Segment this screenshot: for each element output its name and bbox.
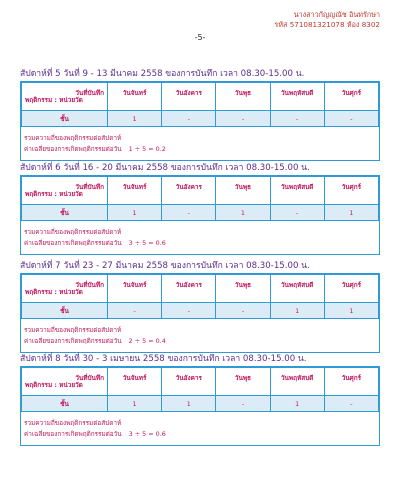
average-line xyxy=(24,429,376,440)
week-table-box xyxy=(20,366,380,446)
table-header-row xyxy=(22,83,379,111)
header-corner-cell xyxy=(22,368,108,396)
average-line xyxy=(24,144,376,155)
frequency-cell: - xyxy=(162,111,216,127)
total-frequency-label: รวมความถี่ของพฤติกรรมต่อสัปดาห์ xyxy=(24,228,122,236)
frequency-cell: 1 xyxy=(108,205,162,221)
week-table xyxy=(21,274,379,319)
week-summary xyxy=(21,319,379,352)
frequency-cell: 1 xyxy=(216,205,270,221)
header-corner-cell xyxy=(22,275,108,303)
day-header: วันพุธ xyxy=(216,83,270,111)
unit-cell: ชั้น xyxy=(22,396,108,412)
week-table xyxy=(21,367,379,412)
page-number: -5- xyxy=(194,33,206,42)
total-frequency-label: รวมความถี่ของพฤติกรรมต่อสัปดาห์ xyxy=(24,134,122,142)
average-label: ค่าเฉลี่ยของการเกิดพฤติกรรมต่อวัน xyxy=(24,145,122,153)
frequency-cell: - xyxy=(270,111,324,127)
frequency-cell: - xyxy=(162,303,216,319)
day-header: วันศุกร์ xyxy=(324,177,378,205)
author-info: รหัส 571081321078 ห้อง 8302 xyxy=(274,20,380,29)
total-frequency-label: รวมความถี่ของพฤติกรรมต่อสัปดาห์ xyxy=(24,326,122,334)
average-label: ค่าเฉลี่ยของการเกิดพฤติกรรมต่อวัน xyxy=(24,430,122,438)
week-title: สัปดาห์ที่ 7 วันที่ 23 - 27 มีนาคม 2558 ของการบันทึก เวลา 08.30-15.00 น. xyxy=(20,261,310,271)
day-header: วันอังคาร xyxy=(162,368,216,396)
day-header: วันศุกร์ xyxy=(324,275,378,303)
week-table xyxy=(21,176,379,221)
table-row xyxy=(22,111,379,127)
day-header: วันจันทร์ xyxy=(108,177,162,205)
record-day-label: วันที่บันทึก xyxy=(75,374,104,382)
table-header-row xyxy=(22,275,379,303)
frequency-cell: - xyxy=(162,205,216,221)
day-header: วันพุธ xyxy=(216,368,270,396)
behavior-label: พฤติกรรม : หน่วยวัด xyxy=(25,288,83,296)
record-day-label: วันที่บันทึก xyxy=(75,89,104,97)
frequency-cell: - xyxy=(324,396,378,412)
behavior-label: พฤติกรรม : หน่วยวัด xyxy=(25,96,83,104)
frequency-cell: - xyxy=(216,111,270,127)
frequency-cell: 1 xyxy=(162,396,216,412)
week-section xyxy=(20,162,380,255)
week-title: สัปดาห์ที่ 8 วันที่ 30 - 3 เมษายน 2558 ของการบันทึก เวลา 08.30-15.00 น. xyxy=(20,354,307,364)
day-header: วันพฤหัสบดี xyxy=(270,83,324,111)
frequency-cell: 1 xyxy=(324,303,378,319)
week-table-box xyxy=(20,175,380,255)
average-formula: 1 ÷ 5 = 0.2 xyxy=(128,145,166,153)
table-header-row xyxy=(22,368,379,396)
unit-cell: ชั้น xyxy=(22,205,108,221)
day-header: วันพฤหัสบดี xyxy=(270,275,324,303)
day-header: วันศุกร์ xyxy=(324,83,378,111)
behavior-label: พฤติกรรม : หน่วยวัด xyxy=(25,381,83,389)
day-header: วันพุธ xyxy=(216,275,270,303)
frequency-cell: - xyxy=(108,303,162,319)
week-table-box xyxy=(20,81,380,161)
week-summary xyxy=(21,221,379,254)
average-line xyxy=(24,336,376,347)
day-header: วันจันทร์ xyxy=(108,275,162,303)
frequency-cell: 1 xyxy=(270,396,324,412)
week-title: สัปดาห์ที่ 5 วันที่ 9 - 13 มีนาคม 2558 ของการบันทึก เวลา 08.30-15.00 น. xyxy=(20,69,305,79)
day-header: วันจันทร์ xyxy=(108,83,162,111)
day-header: วันพุธ xyxy=(216,177,270,205)
week-section xyxy=(20,260,380,353)
week-table xyxy=(21,82,379,127)
average-formula: 3 ÷ 5 = 0.6 xyxy=(128,430,166,438)
header-corner-cell xyxy=(22,83,108,111)
header-corner-cell xyxy=(22,177,108,205)
day-header: วันอังคาร xyxy=(162,275,216,303)
day-header: วันพฤหัสบดี xyxy=(270,177,324,205)
day-header: วันจันทร์ xyxy=(108,368,162,396)
frequency-cell: 1 xyxy=(108,111,162,127)
frequency-cell: - xyxy=(216,396,270,412)
day-header: วันศุกร์ xyxy=(324,368,378,396)
average-line xyxy=(24,238,376,249)
author-name: นางสาวกัญญณัช อินทรักษา xyxy=(293,10,380,19)
week-table-box xyxy=(20,273,380,353)
average-label: ค่าเฉลี่ยของการเกิดพฤติกรรมต่อวัน xyxy=(24,337,122,345)
average-formula: 2 ÷ 5 = 0.4 xyxy=(128,337,166,345)
day-header: วันอังคาร xyxy=(162,83,216,111)
day-header: วันพฤหัสบดี xyxy=(270,368,324,396)
average-label: ค่าเฉลี่ยของการเกิดพฤติกรรมต่อวัน xyxy=(24,239,122,247)
author-block xyxy=(274,10,380,30)
frequency-cell: 1 xyxy=(108,396,162,412)
frequency-cell: - xyxy=(270,205,324,221)
week-section xyxy=(20,353,380,446)
week-section xyxy=(20,68,380,161)
frequency-cell: 1 xyxy=(270,303,324,319)
table-row xyxy=(22,303,379,319)
week-title: สัปดาห์ที่ 6 วันที่ 16 - 20 มีนาคม 2558 ของการบันทึก เวลา 08.30-15.00 น. xyxy=(20,163,310,173)
behavior-label: พฤติกรรม : หน่วยวัด xyxy=(25,190,83,198)
record-day-label: วันที่บันทึก xyxy=(75,281,104,289)
table-row xyxy=(22,396,379,412)
unit-cell: ชั้น xyxy=(22,303,108,319)
frequency-cell: 1 xyxy=(324,205,378,221)
week-summary xyxy=(21,412,379,445)
record-day-label: วันที่บันทึก xyxy=(75,183,104,191)
day-header: วันอังคาร xyxy=(162,177,216,205)
frequency-cell: - xyxy=(324,111,378,127)
average-formula: 3 ÷ 5 = 0.6 xyxy=(128,239,166,247)
unit-cell: ชั้น xyxy=(22,111,108,127)
frequency-cell: - xyxy=(216,303,270,319)
table-row xyxy=(22,205,379,221)
table-header-row xyxy=(22,177,379,205)
week-summary xyxy=(21,127,379,160)
total-frequency-label: รวมความถี่ของพฤติกรรมต่อสัปดาห์ xyxy=(24,419,122,427)
